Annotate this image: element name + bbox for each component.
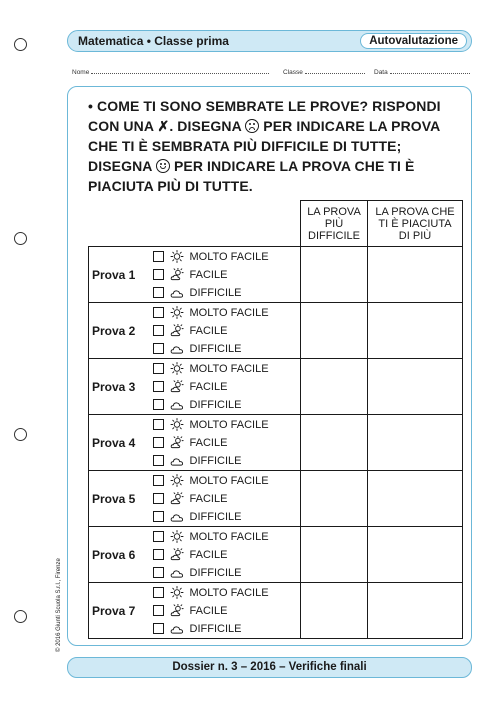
option-row [153, 564, 301, 582]
option-label: MOLTO FACILE [189, 530, 269, 543]
option-label: FACILE [189, 380, 228, 393]
options-cell [151, 359, 301, 415]
sun-cloud-icon [170, 380, 184, 393]
prova-label: Prova 5 [89, 471, 151, 527]
cloud-icon [170, 342, 184, 355]
option-checkbox[interactable] [153, 549, 164, 560]
sun-icon [170, 418, 184, 431]
table-row [89, 583, 463, 639]
option-checkbox[interactable] [153, 511, 164, 522]
binder-hole [14, 38, 27, 51]
name-field[interactable] [72, 68, 269, 76]
header-bar [67, 30, 472, 52]
option-checkbox[interactable] [153, 307, 164, 318]
option-label: FACILE [189, 324, 228, 337]
option-row [153, 248, 301, 266]
option-row [153, 416, 301, 434]
option-label: DIFFICILE [189, 566, 242, 579]
option-checkbox[interactable] [153, 381, 164, 392]
option-checkbox[interactable] [153, 419, 164, 430]
option-label: DIFFICILE [189, 398, 242, 411]
option-row [153, 340, 301, 358]
binder-hole [14, 610, 27, 623]
option-label: DIFFICILE [189, 622, 242, 635]
cloud-icon [170, 286, 184, 299]
sun-cloud-icon [170, 492, 184, 505]
liked-cell[interactable] [368, 247, 463, 303]
option-label: DIFFICILE [189, 454, 242, 467]
cloud-icon [170, 398, 184, 411]
option-checkbox[interactable] [153, 475, 164, 486]
instructions [88, 96, 458, 196]
option-row [153, 620, 301, 638]
option-label: MOLTO FACILE [189, 250, 269, 263]
liked-cell[interactable] [368, 471, 463, 527]
sun-icon [170, 530, 184, 543]
option-checkbox[interactable] [153, 437, 164, 448]
binder-hole [14, 232, 27, 245]
sad-face-icon [245, 119, 259, 133]
option-checkbox[interactable] [153, 493, 164, 504]
option-label: DIFFICILE [189, 286, 242, 299]
liked-cell[interactable] [368, 583, 463, 639]
prova-label: Prova 3 [89, 359, 151, 415]
option-row [153, 490, 301, 508]
cloud-icon [170, 566, 184, 579]
options-cell [151, 583, 301, 639]
options-cell [151, 303, 301, 359]
table-row [89, 359, 463, 415]
prova-label: Prova 4 [89, 415, 151, 471]
option-row [153, 396, 301, 414]
header-liked: LA PROVA CHE TI È PIACIUTA DI PIÙ [368, 201, 463, 247]
option-label: MOLTO FACILE [189, 418, 269, 431]
sun-cloud-icon [170, 324, 184, 337]
date-field[interactable] [374, 68, 470, 76]
prova-label: Prova 1 [89, 247, 151, 303]
table-row [89, 471, 463, 527]
evaluation-table [88, 200, 463, 639]
options-cell [151, 471, 301, 527]
option-label: FACILE [189, 268, 228, 281]
prova-label: Prova 6 [89, 527, 151, 583]
sun-icon [170, 474, 184, 487]
sun-cloud-icon [170, 548, 184, 561]
option-label: FACILE [189, 548, 228, 561]
subject-title: Matematica • Classe prima [78, 34, 229, 48]
options-cell [151, 527, 301, 583]
prova-label: Prova 7 [89, 583, 151, 639]
option-label: FACILE [189, 436, 228, 449]
prova-label: Prova 2 [89, 303, 151, 359]
option-label: MOLTO FACILE [189, 586, 269, 599]
class-label: Classe [283, 69, 303, 76]
option-row [153, 452, 301, 470]
table-row [89, 303, 463, 359]
class-field[interactable] [283, 68, 365, 76]
binder-hole [14, 428, 27, 441]
option-checkbox[interactable] [153, 605, 164, 616]
option-label: MOLTO FACILE [189, 306, 269, 319]
option-checkbox[interactable] [153, 399, 164, 410]
option-checkbox[interactable] [153, 455, 164, 466]
happy-face-icon [156, 159, 170, 173]
option-label: DIFFICILE [189, 342, 242, 355]
liked-cell[interactable] [368, 303, 463, 359]
option-row [153, 360, 301, 378]
options-cell [151, 247, 301, 303]
option-row [153, 546, 301, 564]
option-row [153, 304, 301, 322]
option-row [153, 378, 301, 396]
table-row [89, 247, 463, 303]
instructions-part2: PER INDICARE LA PROVA CHE TI È SEMBRATA PIÙ DIFFICILE DI TUTTE; DISEGNA [88, 118, 440, 174]
liked-cell[interactable] [368, 359, 463, 415]
option-row [153, 266, 301, 284]
instructions-part3: PER INDICARE LA PROVA CHE TI È PIACIUTA PIÙ DI TUTTE. [88, 158, 415, 194]
hardest-cell[interactable] [301, 471, 368, 527]
option-label: FACILE [189, 604, 228, 617]
option-label: FACILE [189, 492, 228, 505]
liked-cell[interactable] [368, 527, 463, 583]
option-row [153, 528, 301, 546]
option-checkbox[interactable] [153, 567, 164, 578]
hardest-cell[interactable] [301, 359, 368, 415]
hardest-cell[interactable] [301, 303, 368, 359]
name-label: Nome [72, 69, 90, 76]
option-label: MOLTO FACILE [189, 362, 269, 375]
option-row [153, 508, 301, 526]
hardest-cell[interactable] [301, 247, 368, 303]
table-row [89, 415, 463, 471]
option-checkbox[interactable] [153, 287, 164, 298]
sun-cloud-icon [170, 268, 184, 281]
option-label: DIFFICILE [189, 510, 242, 523]
option-checkbox[interactable] [153, 269, 164, 280]
sun-icon [170, 250, 184, 263]
option-checkbox[interactable] [153, 531, 164, 542]
option-checkbox[interactable] [153, 251, 164, 262]
option-row [153, 472, 301, 490]
sun-cloud-icon [170, 604, 184, 617]
footer-bar: Dossier n. 3 – 2016 – Verifiche finali [67, 657, 472, 678]
option-row [153, 284, 301, 302]
option-checkbox[interactable] [153, 363, 164, 374]
option-row [153, 322, 301, 340]
option-checkbox[interactable] [153, 623, 164, 634]
hardest-cell[interactable] [301, 415, 368, 471]
copyright: © 2016 Giunti Scuola S.r.l., Firenze [56, 558, 62, 652]
sun-icon [170, 586, 184, 599]
cloud-icon [170, 622, 184, 635]
option-label: MOLTO FACILE [189, 474, 269, 487]
option-checkbox[interactable] [153, 325, 164, 336]
date-label: Data [374, 69, 388, 76]
sun-icon [170, 362, 184, 375]
option-row [153, 602, 301, 620]
instructions-part1: • COME TI SONO SEMBRATE LE PROVE? RISPONDI CON UNA ✗. DISEGNA [88, 98, 441, 134]
liked-cell[interactable] [368, 415, 463, 471]
table-row [89, 527, 463, 583]
hardest-cell[interactable] [301, 583, 368, 639]
option-checkbox[interactable] [153, 587, 164, 598]
section-badge: Autovalutazione [360, 33, 467, 49]
option-row [153, 434, 301, 452]
sun-cloud-icon [170, 436, 184, 449]
cloud-icon [170, 454, 184, 467]
options-cell [151, 415, 301, 471]
option-row [153, 584, 301, 602]
option-checkbox[interactable] [153, 343, 164, 354]
cloud-icon [170, 510, 184, 523]
hardest-cell[interactable] [301, 527, 368, 583]
header-hardest: LA PROVA PIÙ DIFFICILE [301, 201, 368, 247]
sun-icon [170, 306, 184, 319]
